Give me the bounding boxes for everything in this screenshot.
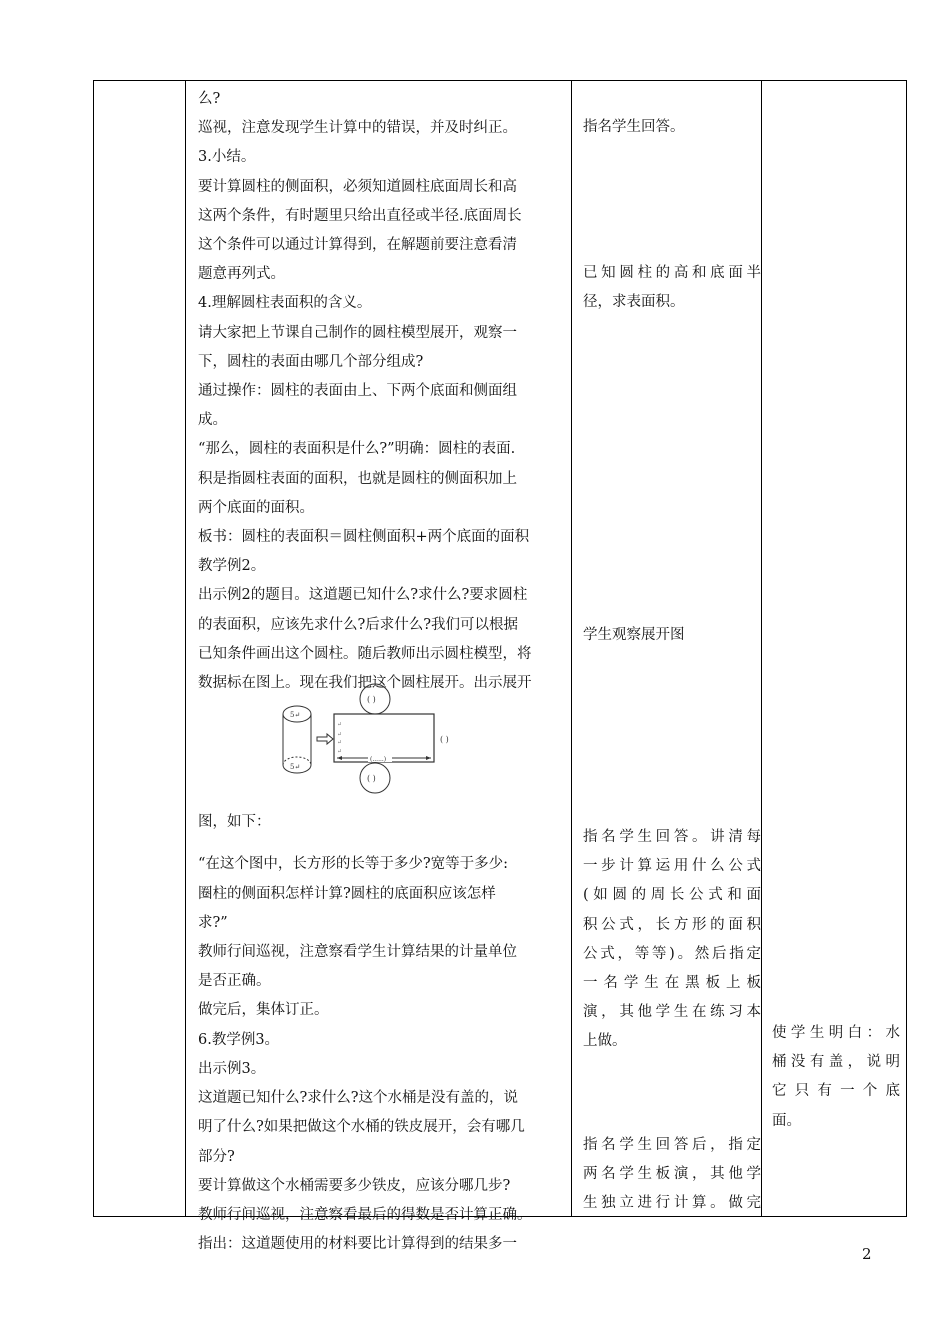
text-line: 教师行间巡视，注意察看学生计算结果的计量单位	[198, 944, 517, 961]
student-activity-block	[583, 113, 761, 142]
student-activity-block	[583, 1131, 761, 1219]
teacher-activity-column	[198, 85, 570, 1259]
text-line: 一步计算运用什么公式	[583, 858, 761, 875]
cylinder-top-label: 5↵	[290, 711, 301, 719]
bottom-circle-label: ( )	[367, 774, 376, 783]
text-line: 出示例2的题目。这道题已知什么?求什么?要求圆柱	[198, 587, 528, 604]
page-number: 2	[862, 1245, 872, 1263]
column-divider	[571, 81, 572, 1216]
arrow-icon	[317, 734, 333, 744]
width-label: ( )	[440, 735, 449, 744]
lesson-table	[93, 80, 907, 1253]
text-line: 已知条件画出这个圆柱。随后教师出示圆柱模型，将	[198, 645, 532, 662]
text-line: 它只有一个底	[772, 1083, 900, 1100]
spacer	[198, 837, 570, 850]
text-line: 是否正确。	[198, 973, 271, 990]
text-line: 这个条件可以通过计算得到，在解题前要注意看清	[198, 237, 517, 254]
text-line: 径，求表面积。	[583, 294, 685, 311]
text-line: 使学生明白：水	[772, 1025, 900, 1041]
text-line: 积是指圆柱表面的面积，也就是圆柱的侧面积加上	[198, 470, 517, 487]
text-line: 明了什么?如果把做这个水桶的铁皮展开，会有哪几	[198, 1119, 525, 1136]
rect-mark: ↵	[337, 739, 343, 746]
text-line: 要计算做这个水桶需要多少铁皮，应该分哪几步?	[198, 1177, 511, 1194]
length-label: (......)	[370, 756, 387, 763]
text-line: 一名学生在黑板上板	[583, 975, 761, 992]
text-line: 做完后，集体订正。	[198, 1002, 329, 1019]
text-line: 4.理解圆柱表面积的含义。	[198, 295, 372, 312]
text-line: 出示例3。	[198, 1060, 266, 1077]
rect-mark: ↵	[337, 748, 343, 755]
text-line: “在这个图中，长方形的长等于多少?宽等于多少:	[198, 856, 509, 873]
text-line: 这两个条件，有时题里只给出直径或半径.底面周长	[198, 207, 522, 224]
text-line: 学生观察展开图	[583, 627, 685, 643]
text-line: 已知圆柱的高和底面半	[583, 265, 761, 281]
text-line: 么?	[198, 91, 221, 107]
text-line: 指名学生回答。	[583, 119, 685, 135]
text-line: 上做。	[583, 1033, 627, 1050]
text-line: 圈柱的侧面积怎样计算?圆柱的底面积应该怎样	[198, 885, 496, 902]
cylinder-bottom-label: 5↵	[290, 763, 301, 771]
student-activity-block	[583, 823, 761, 1057]
text-line: 指名学生回答后，指定	[583, 1137, 761, 1153]
text-line: 演，其他学生在练习本	[583, 1004, 761, 1021]
column-divider	[761, 81, 762, 1216]
column-divider	[185, 81, 186, 1216]
text-line: 两个底面的面积。	[198, 499, 314, 516]
text-line: 数据标在图上。现在我们把这个圆柱展开。出示展开	[198, 675, 532, 692]
cylinder-net-figure	[277, 683, 477, 803]
text-line: 板书：圆柱的表面积＝圆柱侧面积+两个底面的面积	[198, 529, 530, 546]
text-line: 生独立进行计算。做完	[583, 1195, 761, 1212]
text-line: 巡视，注意发现学生计算中的错误，并及时纠正。	[198, 120, 517, 137]
rect-mark: ↵	[337, 721, 343, 728]
text-line: (如圆的周长公式和面	[583, 887, 761, 904]
text-line: 桶没有盖，说明	[772, 1054, 900, 1071]
text-line: “那么，圆柱的表面积是什么?”明确：圆柱的表面.	[198, 441, 516, 458]
student-activity-block	[583, 621, 761, 650]
student-activity-block	[583, 259, 761, 317]
text-line: 指名学生回答。讲清每	[583, 829, 761, 845]
text-line: 两名学生板演，其他学	[583, 1166, 761, 1183]
text-line: 要计算圆柱的侧面积，必须知道圆柱底面周长和高	[198, 178, 517, 195]
text-line: 积公式，长方形的面积	[583, 916, 761, 933]
text-line: 部分?	[198, 1148, 235, 1165]
figure-caption: 图，如下：	[198, 814, 271, 831]
text-line: 的表面积，应该先求什么?后求什么?我们可以根据	[198, 616, 519, 633]
text-line: 6.教学例3。	[198, 1031, 280, 1048]
text-line: 3.小结。	[198, 149, 256, 166]
text-line: 通过操作：圆柱的表面由上、下两个底面和侧面组	[198, 383, 517, 400]
text-line: 教师行间巡视，注意察看最后的得数是否计算正确。	[198, 1206, 532, 1223]
text-line: 指出：这道题使用的材料要比计算得到的结果多一	[198, 1236, 517, 1253]
text-line: 求?”	[198, 914, 228, 931]
text-line: 这道题已知什么?求什么?这个水桶是没有盖的，说	[198, 1090, 519, 1107]
text-line: 面。	[772, 1112, 801, 1129]
text-line: 请大家把上节课自己制作的圆柱模型展开，观察一	[198, 324, 517, 341]
design-intent-block	[772, 1019, 900, 1136]
text-line: 题意再列式。	[198, 266, 285, 283]
top-circle-label: ( )	[367, 695, 376, 704]
text-line: 成。	[198, 412, 227, 429]
rect-mark: ↵	[337, 731, 343, 738]
text-line: 教学例2。	[198, 558, 266, 575]
text-line: 公式，等等)。然后指定	[583, 945, 761, 962]
text-line: 下，圆柱的表面由哪几个部分组成?	[198, 353, 424, 370]
